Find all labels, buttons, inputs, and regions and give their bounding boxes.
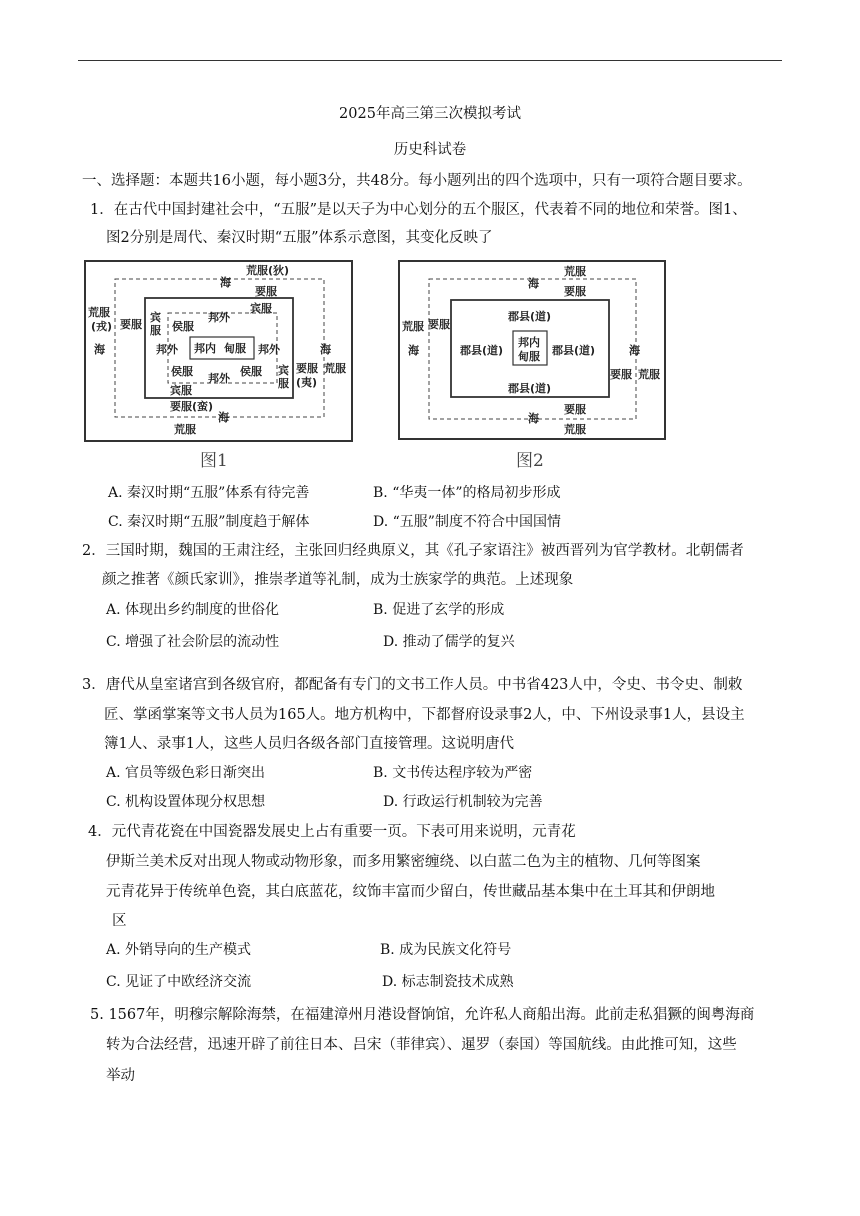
fig2-jun-bottom: 郡县(道) (508, 382, 552, 395)
fig1-bangwai-t: 邦外 (208, 311, 230, 324)
fig1-huang-rong-1: 荒服 (88, 306, 110, 319)
q4-table-row2a: 元青花异于传统单色瓷，其白底蓝花，纹饰丰富而少留白，传世藏品基本集中在土耳其和伊朗地 (106, 884, 715, 900)
fig2-hai-bottom: 海 (528, 412, 539, 425)
q4-option-c[interactable]: C. 见证了中欧经济交流 (106, 974, 252, 990)
fig1-bangwai-b: 邦外 (208, 372, 230, 385)
fig1-yao-top: 要服 (255, 285, 277, 298)
fig2-dian: 甸服 (518, 350, 540, 363)
fig1-yao-left: 要服 (120, 318, 142, 331)
fig1-bin-left-2: 服 (150, 324, 161, 337)
q3-option-a[interactable]: A. 官员等级色彩日渐突出 (106, 765, 266, 781)
header-rule (78, 60, 782, 61)
q4-option-d[interactable]: D. 标志制瓷技术成熟 (382, 974, 514, 990)
fig2-jun-top: 郡县(道) (508, 310, 552, 323)
q3-stem-line3: 簿1人、录事1人，这些人员归各级各部门直接管理。这说明唐代 (104, 736, 514, 752)
q1-option-c[interactable]: C. 秦汉时期“五服”制度趋于解体 (108, 514, 310, 530)
fig2-hai-right: 海 (629, 344, 640, 357)
fig1-hou-br: 侯服 (240, 365, 262, 378)
fig2-hai-left: 海 (408, 344, 419, 357)
q2-option-d[interactable]: D. 推动了儒学的复兴 (383, 634, 515, 650)
fig2-yao-bottom: 要服 (564, 403, 586, 416)
fig2-yao-top: 要服 (564, 285, 586, 298)
fig1-bangnei: 邦内 (194, 342, 216, 355)
q4-stem-line1: 4．元代青花瓷在中国瓷器发展史上占有重要一页。下表可用来说明，元青花 (88, 824, 576, 840)
q3-option-b[interactable]: B. 文书传达程序较为严密 (373, 765, 533, 781)
fig1-bin-right-1: 宾 (278, 364, 289, 377)
q1-stem-line2: 图2分别是周代、秦汉时期“五服”体系示意图，其变化反映了 (106, 230, 493, 246)
fig2-huang-right: 荒服 (638, 368, 660, 381)
q4-table-row1: 伊斯兰美术反对出现人物或动物形象，而多用繁密缠绕、以白蓝二色为主的植物、几何等图案 (106, 854, 701, 870)
q4-table-row2b: 区 (112, 913, 127, 929)
fig1-hai-left: 海 (94, 343, 105, 356)
q5-stem-line2: 转为合法经营，迅速开辟了前往日本、吕宋（菲律宾）、暹罗（泰国）等国航线。由此推可知，这些 (106, 1037, 737, 1053)
fig2-hai-top: 海 (528, 277, 539, 290)
fig1-bangwai-l: 邦外 (156, 343, 178, 356)
q2-option-a[interactable]: A. 体现出乡约制度的世俗化 (106, 602, 280, 618)
figure-2-qinhan-wufu (398, 258, 670, 476)
q2-option-b[interactable]: B. 促进了玄学的形成 (373, 602, 505, 618)
exam-title: 2025年高三第三次模拟考试 (339, 106, 521, 122)
fig1-yao-man: 要服(蛮) (170, 400, 214, 413)
fig1-hou-tl: 侯服 (172, 320, 194, 333)
fig2-huang-left: 荒服 (402, 320, 424, 333)
q2-option-c[interactable]: C. 增强了社会阶层的流动性 (106, 634, 280, 650)
fig1-caption: 图1 (200, 451, 228, 471)
q2-stem-line1: 2．三国时期，魏国的王肃注经，主张回归经典原义，其《孔子家语注》被西晋列为官学教材。北朝儒者 (82, 543, 744, 559)
fig1-huang-di: 荒服(狄) (246, 264, 290, 277)
fig1-bin-tr: 宾服 (250, 302, 272, 315)
q1-option-d[interactable]: D. “五服”制度不符合中国国情 (373, 514, 561, 530)
q1-stem-line1: 1．在古代中国封建社会中，“五服”是以天子为中心划分的五个服区，代表着不同的地位和荣誉。图1、 (90, 202, 747, 218)
q3-option-d[interactable]: D. 行政运行机制较为完善 (383, 794, 543, 810)
fig1-hai-bottom: 海 (218, 411, 229, 424)
q1-option-a[interactable]: A. 秦汉时期“五服”体系有待完善 (108, 485, 310, 501)
fig2-huang-top: 荒服 (564, 265, 586, 278)
fig1-dian: 甸服 (224, 342, 246, 355)
q5-stem-line3: 举动 (106, 1068, 135, 1084)
fig2-jun-right: 郡县(道) (552, 344, 596, 357)
fig2-caption: 图2 (516, 451, 544, 471)
q4-option-b[interactable]: B. 成为民族文化符号 (380, 942, 512, 958)
q3-option-c[interactable]: C. 机构设置体现分权思想 (106, 794, 266, 810)
fig1-yao-yi-1: 要服 (296, 362, 318, 375)
fig1-yao-yi-2: (夷) (296, 376, 318, 389)
q1-option-b[interactable]: B. “华夷一体”的格局初步形成 (373, 485, 561, 501)
fig1-hai-right: 海 (320, 343, 331, 356)
fig2-yao-right: 要服 (610, 368, 632, 381)
fig1-bangwai-r: 邦外 (258, 343, 280, 356)
section-heading: 一、选择题：本题共16小题，每小题3分，共48分。每小题列出的四个选项中，只有一项符合题目要求。 (82, 173, 752, 189)
fig1-hou-bl: 侯服 (171, 365, 193, 378)
q3-stem-line1: 3．唐代从皇室诸宫到各级官府，都配备有专门的文书工作人员。中书省423人中，令史、书令史、制敕 (82, 677, 743, 693)
fig1-hai-top: 海 (220, 276, 231, 289)
fig1-huang-right: 荒服 (324, 362, 346, 375)
fig1-bin-right-2: 服 (278, 377, 289, 390)
fig1-huang-bottom: 荒服 (174, 423, 196, 436)
fig2-yao-left: 要服 (428, 318, 450, 331)
q4-option-a[interactable]: A. 外销导向的生产模式 (106, 942, 252, 958)
figure-1-zhou-wufu (84, 258, 356, 476)
fig2-bangnei: 邦内 (518, 336, 540, 349)
q5-stem-line1: 5. 1567年，明穆宗解除海禁，在福建漳州月港设督饷馆，允许私人商船出海。此前走私猖獗的闽粤海商 (90, 1007, 755, 1023)
fig1-huang-rong-2: (戎) (91, 320, 113, 333)
exam-subtitle: 历史科试卷 (393, 142, 467, 158)
q2-stem-line2: 颜之推著《颜氏家训》，推崇孝道等礼制，成为士族家学的典范。上述现象 (102, 572, 574, 588)
fig2-jun-left: 郡县(道) (460, 344, 504, 357)
fig2-huang-bottom: 荒服 (564, 423, 586, 436)
fig1-bin-bl: 宾服 (170, 384, 192, 397)
q3-stem-line2: 匠、掌函掌案等文书人员为165人。地方机构中，下都督府设录事2人，中、下州设录事1人，县设主 (104, 707, 745, 723)
fig1-bin-left-1: 宾 (150, 311, 161, 324)
